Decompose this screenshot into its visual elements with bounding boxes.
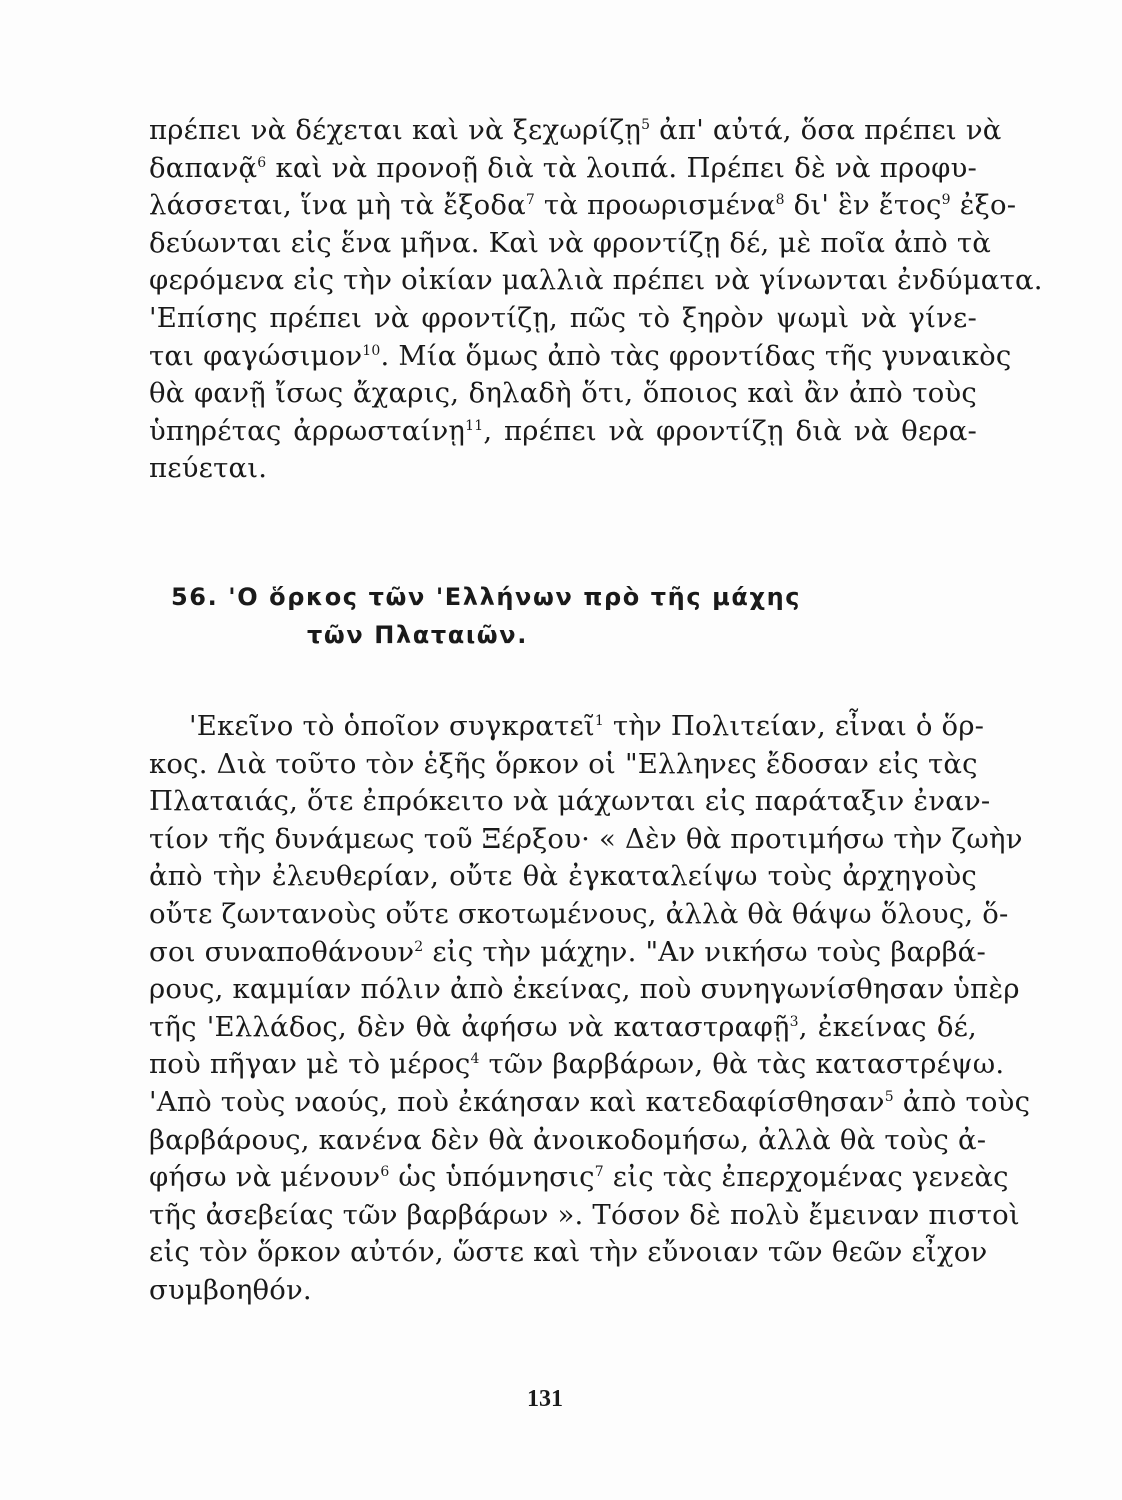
text-run: 'Επίσης πρέπει νὰ φροντίζῃ, πῶς τὸ ξηρὸν ψωμὶ νὰ γίνε- bbox=[149, 301, 977, 334]
text-run: , ἐκείνας δέ, bbox=[798, 1010, 977, 1043]
text-line bbox=[149, 1009, 977, 1047]
footnote-marker: 1 bbox=[594, 713, 604, 729]
footnote-marker: 8 bbox=[775, 192, 785, 209]
text-line bbox=[149, 971, 1020, 1009]
footnote-marker: 7 bbox=[594, 1164, 604, 1181]
text-run: κος. Διὰ τοῦτο τὸν ἑξῆς ὅρκον οἱ "Ελληνες ἔδοσαν εἰς τὰς bbox=[149, 747, 978, 780]
footnote-marker: 5 bbox=[884, 1088, 894, 1105]
text-run: σοι συναποθάνουν bbox=[149, 935, 415, 968]
text-run: συμβοηθόν. bbox=[149, 1273, 312, 1306]
text-run: βαρβάρους, κανένα δὲν θὰ ἀνοικοδομήσω, ἀλλὰ θὰ τοὺς ἀ- bbox=[149, 1123, 987, 1156]
text-run: καὶ νὰ προνοῇ διὰ τὰ λοιπά. Πρέπει δὲ νὰ προφυ- bbox=[266, 151, 977, 184]
footnote-marker: 4 bbox=[470, 1051, 480, 1068]
text-run: ὑπηρέτας ἀρρωσταίνῃ bbox=[149, 414, 466, 447]
text-run: ἀπὸ τὴν ἐλευθερίαν, οὔτε θὰ ἐγκαταλείψω τοὺς ἀρχηγοὺς bbox=[149, 860, 977, 893]
text-run: ἀπὸ τοὺς bbox=[893, 1085, 1031, 1118]
paragraph-household-duties bbox=[149, 112, 1043, 488]
text-line bbox=[149, 262, 1043, 300]
text-run: πεύεται. bbox=[149, 452, 268, 485]
text-line bbox=[149, 1159, 1009, 1197]
text-line bbox=[149, 1046, 1005, 1084]
text-run: πρέπει νὰ δέχεται καὶ νὰ ξεχωρίζῃ bbox=[149, 114, 642, 146]
text-line bbox=[149, 338, 1012, 376]
text-line bbox=[149, 858, 977, 896]
section-heading bbox=[149, 578, 977, 654]
text-run: δι' ἓν ἔτος bbox=[784, 189, 942, 222]
text-line bbox=[149, 746, 977, 784]
footnote-marker: 6 bbox=[380, 1164, 390, 1181]
text-run: δαπανᾷ bbox=[149, 151, 258, 184]
text-run: φήσω νὰ μένουν bbox=[149, 1161, 381, 1194]
text-line bbox=[149, 150, 977, 188]
text-run: ρους, καμμίαν πόλιν ἀπὸ ἐκείνας, ποὺ συνηγωνίσθησαν ὑπὲρ bbox=[149, 973, 1020, 1006]
footnote-marker: 5 bbox=[641, 117, 651, 133]
text-run: τῶν βαρβάρων, θὰ τὰς καταστρέψω. bbox=[479, 1048, 1005, 1081]
page-number: 131 bbox=[527, 1386, 563, 1412]
footnote-marker: 10 bbox=[362, 342, 381, 359]
text-run: ὡς ὑπόμνησις bbox=[389, 1161, 595, 1194]
text-line bbox=[149, 375, 977, 413]
footnote-marker: 11 bbox=[465, 417, 484, 434]
text-line bbox=[149, 1272, 977, 1310]
text-run: ποὺ πῆγαν μὲ τὸ μέρος bbox=[149, 1048, 471, 1081]
text-line bbox=[149, 821, 1023, 859]
text-run: εἰς τὸν ὅρκον αὐτόν, ὥστε καὶ τὴν εὔνοιαν τῶν θεῶν εἶχον bbox=[149, 1236, 988, 1269]
text-run: ται φαγώσιμον bbox=[149, 339, 363, 372]
text-line bbox=[149, 187, 1017, 225]
text-run: τὰ προωρισμένα bbox=[534, 189, 776, 222]
paragraph-oath-of-plataea bbox=[149, 708, 1031, 1310]
text-line bbox=[149, 1197, 1020, 1235]
text-run: θὰ φανῇ ἴσως ἄχαρις, δηλαδὴ ὅτι, ὅποιος καὶ ἂν ἀπὸ τοὺς bbox=[149, 377, 977, 410]
text-line bbox=[149, 896, 1009, 934]
text-run: τῆς 'Ελλάδος, δὲν θὰ ἀφήσω νὰ καταστραφῇ bbox=[149, 1010, 790, 1043]
text-run: Πλαταιάς, ὅτε ἐπρόκειτο νὰ μάχωνται εἰς παράταξιν ἐναν- bbox=[149, 785, 991, 818]
footnote-marker: 2 bbox=[414, 938, 424, 955]
text-run: εἰς τὴν μάχην. "Αν νικήσω τοὺς βαρβά- bbox=[423, 935, 986, 968]
text-line bbox=[149, 783, 991, 821]
text-line bbox=[149, 112, 1002, 150]
footnote-marker: 7 bbox=[525, 192, 535, 209]
text-line bbox=[149, 934, 986, 972]
text-run: εἰς τὰς ἐπερχομένας γενεὰς bbox=[603, 1161, 1009, 1194]
footnote-marker: 9 bbox=[941, 192, 951, 209]
text-run: , πρέπει νὰ φροντίζῃ διὰ νὰ θερα- bbox=[483, 414, 977, 447]
text-run: τῆς ἀσεβείας τῶν βαρβάρων ». Τόσον δὲ πολὺ ἔμειναν πιστοὶ bbox=[149, 1198, 1020, 1231]
text-line bbox=[149, 1234, 988, 1272]
text-run: δεύωνται εἰς ἕνα μῆνα. Καὶ νὰ φροντίζῃ δέ, μὲ ποῖα ἀπὸ τὰ bbox=[149, 226, 992, 259]
section-heading-line-2: τῶν Πλαταιῶν. bbox=[307, 621, 528, 649]
text-run: φερόμενα εἰς τὴν οἰκίαν μαλλιὰ πρέπει νὰ γίνωνται ἐνδύματα. bbox=[149, 264, 1043, 297]
text-line bbox=[149, 450, 977, 488]
footnote-marker: 6 bbox=[257, 154, 267, 171]
section-heading-line-1: 56. 'Ο ὅρκος τῶν 'Ελλήνων πρὸ τῆς μάχης bbox=[171, 583, 802, 611]
footnote-marker: 3 bbox=[789, 1013, 799, 1030]
text-line bbox=[149, 225, 992, 263]
text-line bbox=[149, 300, 977, 338]
text-line bbox=[149, 1122, 987, 1160]
text-run: 'Απὸ τοὺς ναούς, ποὺ ἐκάησαν καὶ κατεδαφίσθησαν bbox=[149, 1085, 885, 1118]
text-line bbox=[149, 1084, 1031, 1122]
text-line bbox=[149, 708, 985, 746]
text-run: . Μία ὅμως ἀπὸ τὰς φροντίδας τῆς γυναικὸς bbox=[380, 339, 1012, 372]
text-run: ἐξο- bbox=[950, 189, 1017, 222]
text-line bbox=[149, 413, 977, 451]
text-run: λάσσεται, ἵνα μὴ τὰ ἔξοδα bbox=[149, 189, 526, 222]
text-run: 'Εκεῖνο τὸ ὁποῖον συγκρατεῖ bbox=[189, 710, 595, 742]
text-run: τίον τῆς δυνάμεως τοῦ Ξέρξου· « Δὲν θὰ προτιμήσω τὴν ζωὴν bbox=[149, 822, 1023, 855]
text-run: ἀπ' αὐτά, ὅσα πρέπει νὰ bbox=[650, 114, 1002, 146]
text-run: τὴν Πολιτείαν, εἶναι ὁ ὅρ- bbox=[603, 710, 985, 742]
text-run: οὔτε ζωντανοὺς οὔτε σκοτωμένους, ἀλλὰ θὰ θάψω ὅλους, ὅ- bbox=[149, 897, 1009, 930]
